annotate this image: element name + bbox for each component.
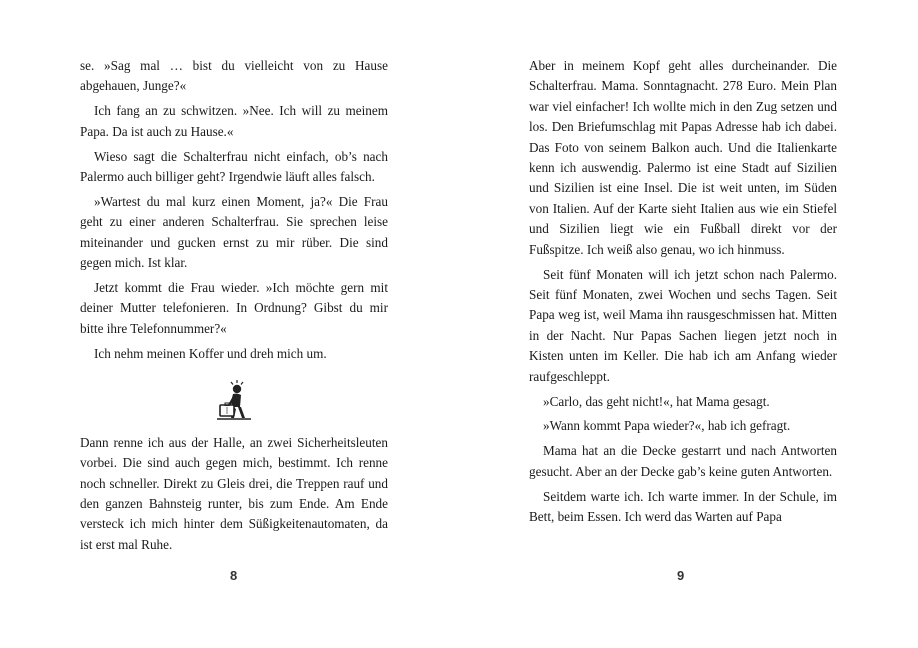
paragraph: Jetzt kommt die Frau wieder. »Ich möchte gern mit deiner Mutter telefonieren. In Ordnung? Gibst du mir bitte ihre Telefonnummer?« xyxy=(80,280,388,336)
paragraph: Aber in meinem Kopf geht alles durcheinander. Die Schalterfrau. Mama. Sonntagnacht. 278 Euro. Mein Plan war viel einfacher! Ich wollte mich in den Zug setzen und los. Den Briefumschlag mit Papas Adresse hab ich dabei. Das Foto von seinem Balkon auch. Und die Italienkarte kenn ich auswendig. Palermo ist eine Stadt auf Sizilien und Sizilien ist eine Insel. Die ist weit unten, im Süden von Italien. Auf der Karte sieht Italien aus wie ein Stiefel und Sizilien liegt wie ein Fußball direkt vor der Fußspitze. Ich weiß also genau, wo ich hinmuss. xyxy=(529,58,837,257)
paragraph: Ich nehm meinen Koffer und dreh mich um. xyxy=(94,345,327,361)
section-divider xyxy=(80,369,388,431)
page-number: 8 xyxy=(230,568,238,583)
paragraph: Mama hat an die Decke gestarrt und nach Antworten gesucht. Aber an der Decke gab’s keine guten Antworten. xyxy=(529,443,837,479)
right-page xyxy=(529,56,837,532)
paragraph: »Carlo, das geht nicht!«, hat Mama gesagt. xyxy=(543,393,770,409)
paragraph: Seit fünf Monaten will ich jetzt schon nach Palermo. Seit fünf Monaten, zwei Wochen und sechs Tagen. Seit Papa weg ist, weil Mama ihn rausgeschmissen hat. Mitten in der Nacht. Nur Papas Sachen liegen jetzt noch in Kisten unten im Keller. Die hab ich am Anfang wieder raufgeschleppt. xyxy=(529,266,837,384)
left-page xyxy=(80,56,388,560)
paragraph: Dann renne ich aus der Halle, an zwei Sicherheitsleuten vorbei. Die sind auch gegen mich, bestimmt. Ich renne noch schneller. Direkt zu Gleis drei, die Treppen rauf und den ganzen Bahnsteig runter, bis zum Ende. Am Ende versteck ich mich hinter dem Süßigkeitenautomaten, da ist erst mal Ruhe. xyxy=(80,434,388,552)
page-number: 9 xyxy=(677,568,685,583)
boy-with-suitcase-icon xyxy=(217,378,251,422)
paragraph: »Wann kommt Papa wieder?«, hab ich gefragt. xyxy=(543,418,791,434)
paragraph: se. »Sag mal … bist du vielleicht von zu Hause abgehauen, Junge?« xyxy=(80,58,388,94)
paragraph: Wieso sagt die Schalterfrau nicht einfach, ob’s nach Palermo auch billiger geht? Irgendwie läuft alles falsch. xyxy=(80,148,388,185)
paragraph: Seitdem warte ich. Ich warte immer. In der Schule, im Bett, beim Essen. Ich werd das Warten auf Papa xyxy=(529,488,837,525)
paragraph: Ich fang an zu schwitzen. »Nee. Ich will zu meinem Papa. Da ist auch zu Hause.« xyxy=(80,103,388,139)
paragraph: »Wartest du mal kurz einen Moment, ja?« Die Frau geht zu einer anderen Schalterfrau. Sie sprechen leise miteinander und gucken ernst zu mir rüber. Die sind gegen mich. Ist klar. xyxy=(80,193,388,271)
